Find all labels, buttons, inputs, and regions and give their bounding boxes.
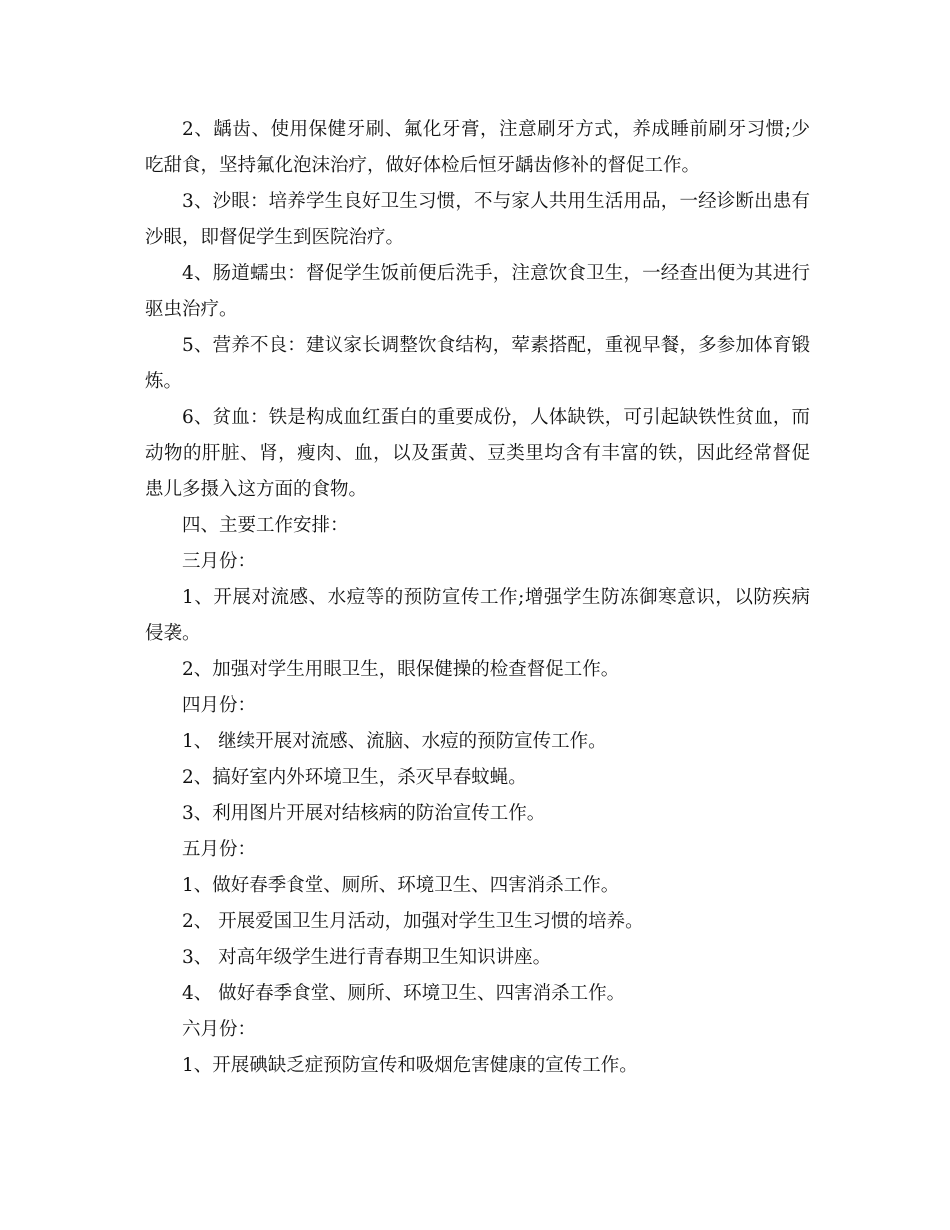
document-body (145, 112, 810, 1084)
month-heading-march: 三月份： (182, 551, 257, 572)
list-item: 2、搞好室内外环境卫生，杀灭早春蚊蝇。 (182, 767, 527, 788)
paragraph-malnutrition: 5、营养不良：建议家长调整饮食结构，荤素搭配，重视早餐，多参加体育锻炼。 (145, 335, 810, 392)
list-item: 3、利用图片开展对结核病的防治宣传工作。 (182, 803, 546, 824)
list-item: 4、 做好春季食堂、厕所、环境卫生、四害消杀工作。 (182, 983, 626, 1004)
list-item: 2、 开展爱国卫生月活动，加强对学生卫生习惯的培养。 (182, 911, 644, 932)
month-heading-june: 六月份： (182, 1019, 257, 1040)
list-item: 1、开展碘缺乏症预防宣传和吸烟危害健康的宣传工作。 (182, 1055, 638, 1076)
list-item: 1、开展对流感、水痘等的预防宣传工作;增强学生防冻御寒意识，以防疾病侵袭。 (145, 587, 810, 644)
paragraph-trachoma: 3、沙眼：培养学生良好卫生习惯，不与家人共用生活用品，一经诊断出患有沙眼，即督促学生到医院治疗。 (145, 191, 810, 248)
list-item: 1、做好春季食堂、厕所、环境卫生、四害消杀工作。 (182, 875, 620, 896)
paragraph-intestinal-worms: 4、肠道蠕虫：督促学生饭前便后洗手，注意饮食卫生，一经查出便为其进行驱虫治疗。 (145, 263, 810, 320)
month-heading-may: 五月份： (182, 839, 257, 860)
month-heading-april: 四月份： (182, 695, 257, 716)
paragraph-anemia: 6、贫血：铁是构成血红蛋白的重要成份，人体缺铁，可引起缺铁性贫血，而动物的肝脏、肾，瘦肉、血，以及蛋黄、豆类里均含有丰富的铁，因此经常督促患儿多摄入这方面的食物。 (145, 407, 810, 500)
list-item: 2、加强对学生用眼卫生，眼保健操的检查督促工作。 (182, 659, 620, 680)
section-heading-work-plan: 四、主要工作安排： (182, 515, 349, 536)
paragraph-dental-caries: 2、龋齿、使用保健牙刷、氟化牙膏，注意刷牙方式，养成睡前刷牙习惯;少吃甜食，坚持氟化泡沫治疗，做好体检后恒牙龋齿修补的督促工作。 (145, 119, 810, 176)
list-item: 3、 对高年级学生进行青春期卫生知识讲座。 (182, 947, 552, 968)
list-item: 1、 继续开展对流感、流脑、水痘的预防宣传工作。 (182, 731, 607, 752)
